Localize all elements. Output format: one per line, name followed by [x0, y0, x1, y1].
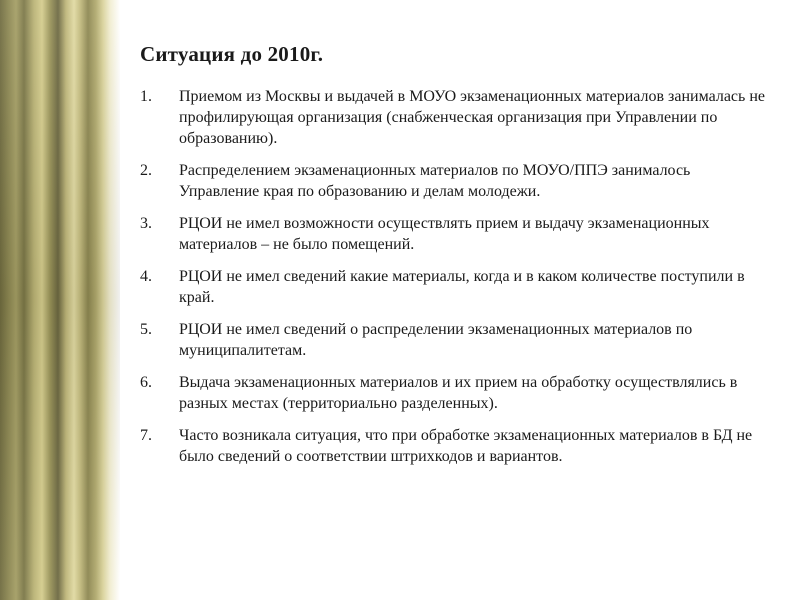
list-item-number: 1. [140, 88, 152, 105]
list-item-text: РЦОИ не имел сведений какие материалы, когда и в каком количестве поступили в край. [179, 268, 745, 306]
list-item [140, 86, 770, 149]
list-item-number: 6. [140, 374, 152, 391]
list-item [140, 213, 770, 255]
list-item [140, 160, 770, 202]
list-item-text: РЦОИ не имел сведений о распределении экзаменационных материалов по муниципалитетам. [179, 321, 693, 359]
list-item-number: 4. [140, 268, 152, 285]
list-item-text: Приемом из Москвы и выдачей в МОУО экзаменационных материалов занималась не профилирующая организация (снабженческая организация при Управлении по образованию). [179, 88, 765, 147]
list-item-number: 7. [140, 427, 152, 444]
list-item-text: РЦОИ не имел возможности осуществлять прием и выдачу экзаменационных материалов – не было помещений. [179, 215, 710, 253]
list-item-number: 3. [140, 215, 152, 232]
decorative-gold-band [0, 0, 120, 600]
list-item [140, 372, 770, 414]
list-item-text: Часто возникала ситуация, что при обработке экзаменационных материалов в БД не было сведений о соответствии штрихкодов и вариантов. [179, 427, 753, 465]
list-item-number: 2. [140, 162, 152, 179]
list-item [140, 319, 770, 361]
list-item-text: Распределением экзаменационных материалов по МОУО/ППЭ занималось Управление края по образованию и делам молодежи. [179, 162, 691, 200]
list-item-number: 5. [140, 321, 152, 338]
list-item [140, 266, 770, 308]
list-item-text: Выдача экзаменационных материалов и их прием на обработку осуществлялись в разных местах (территориально разделенных). [179, 374, 738, 412]
list-item [140, 425, 770, 467]
situation-list [140, 86, 770, 478]
slide-title: Ситуация до 2010г. [140, 42, 324, 66]
